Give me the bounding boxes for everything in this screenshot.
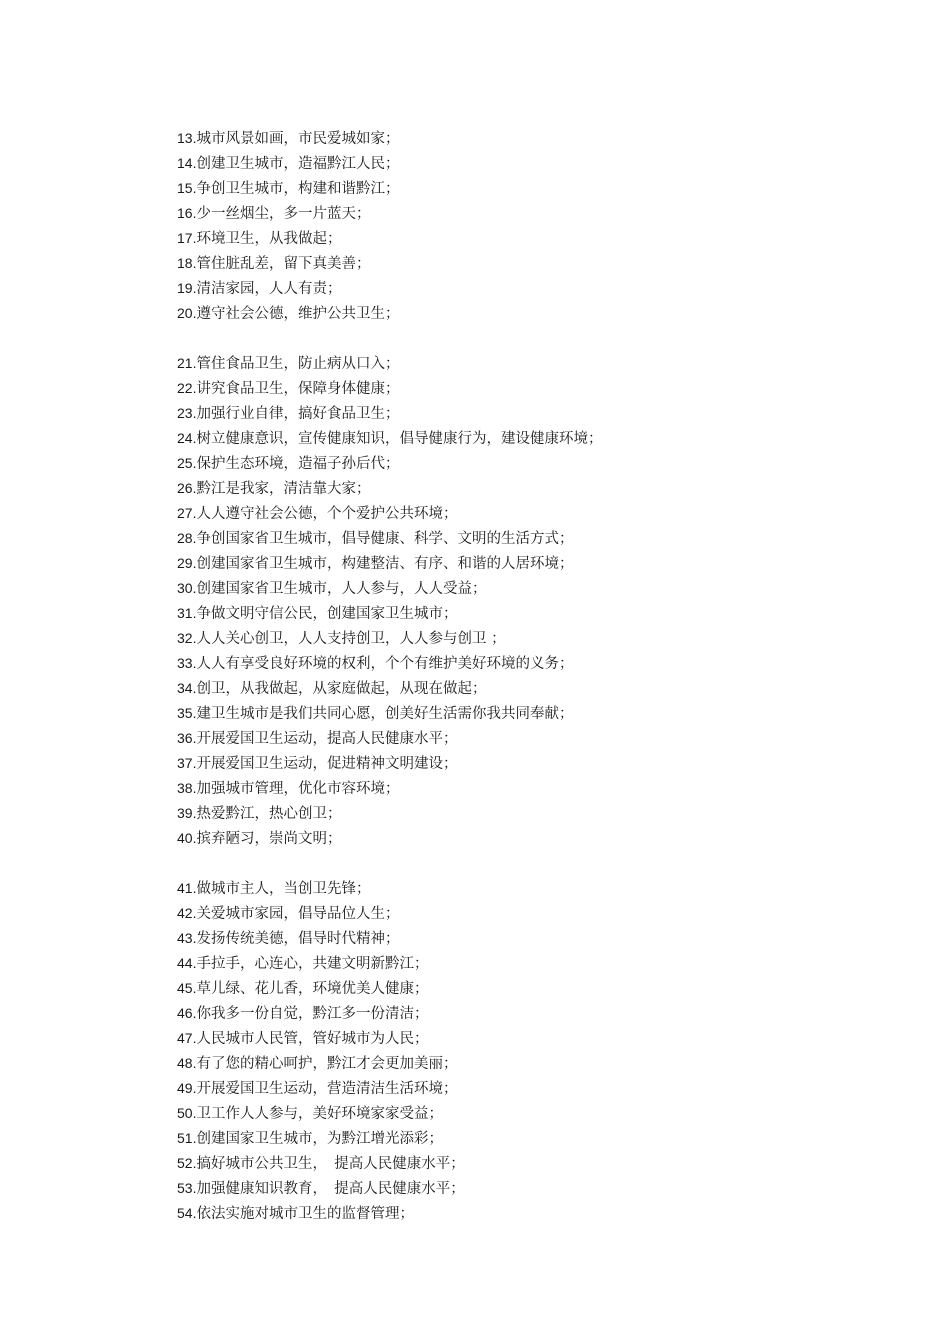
slogan-number: 16. xyxy=(177,205,197,221)
slogan-line xyxy=(177,176,877,201)
slogan-number: 34. xyxy=(177,680,197,696)
slogan-number: 50. xyxy=(177,1105,197,1121)
slogan-number: 39. xyxy=(177,805,197,821)
slogan-text: 加强城市管理，优化市容环境； xyxy=(196,781,400,797)
slogan-text: 热爱黔江，热心创卫； xyxy=(196,806,342,822)
slogan-line xyxy=(177,1176,877,1201)
slogan-number: 44. xyxy=(177,955,197,971)
slogan-line xyxy=(177,226,877,251)
slogan-text: 开展爱国卫生运动，营造清洁生活环境； xyxy=(196,1081,458,1097)
slogan-text: 保护生态环境，造福子孙后代； xyxy=(196,456,400,472)
slogan-text: 建卫生城市是我们共同心愿，创美好生活需你我共同奉献； xyxy=(196,706,574,722)
slogan-line xyxy=(177,276,877,301)
slogan-number: 13. xyxy=(177,130,197,146)
slogan-line xyxy=(177,826,877,851)
slogan-line xyxy=(177,376,877,401)
slogan-line xyxy=(177,776,877,801)
slogan-text: 争做文明守信公民，创建国家卫生城市； xyxy=(196,606,458,622)
slogan-number: 46. xyxy=(177,1005,197,1021)
slogan-text: 环境卫生，从我做起； xyxy=(196,231,342,247)
slogan-line xyxy=(177,1126,877,1151)
slogan-text: 人人遵守社会公德，个个爱护公共环境； xyxy=(196,506,458,522)
slogan-text: 搞好城市公共卫生， 提高人民健康水平； xyxy=(196,1156,465,1172)
slogan-group xyxy=(177,126,877,326)
slogan-text: 有了您的精心呵护，黔江才会更加美丽； xyxy=(196,1056,458,1072)
slogan-number: 26. xyxy=(177,480,197,496)
slogan-line xyxy=(177,901,877,926)
slogan-text: 创建国家省卫生城市，人人参与，人人受益； xyxy=(196,581,487,597)
slogan-line xyxy=(177,951,877,976)
slogan-line xyxy=(177,251,877,276)
slogan-line xyxy=(177,551,877,576)
slogan-number: 40. xyxy=(177,830,197,846)
slogan-line xyxy=(177,1101,877,1126)
slogan-text: 摈弃陋习，崇尚文明； xyxy=(196,831,342,847)
slogan-text: 创建国家卫生城市，为黔江增光添彩； xyxy=(196,1131,443,1147)
slogan-number: 36. xyxy=(177,730,197,746)
slogan-text: 黔江是我家，清洁靠大家； xyxy=(196,481,371,497)
slogan-text: 关爱城市家园，倡导品位人生； xyxy=(196,906,400,922)
slogan-text: 加强行业自律，搞好食品卫生； xyxy=(196,406,400,422)
slogan-line xyxy=(177,701,877,726)
slogan-text: 人人有享受良好环境的权利，个个有维护美好环境的义务； xyxy=(196,656,574,672)
slogan-line xyxy=(177,476,877,501)
slogan-line xyxy=(177,576,877,601)
slogan-line xyxy=(177,201,877,226)
slogan-line xyxy=(177,401,877,426)
slogan-line xyxy=(177,801,877,826)
slogan-text: 树立健康意识，宣传健康知识，倡导健康行为，建设健康环境； xyxy=(196,431,603,447)
slogan-line xyxy=(177,876,877,901)
slogan-line xyxy=(177,601,877,626)
slogan-number: 21. xyxy=(177,355,197,371)
slogan-text: 创建国家省卫生城市，构建整洁、有序、和谐的人居环境； xyxy=(196,556,574,572)
slogan-number: 54. xyxy=(177,1205,197,1221)
slogan-text: 遵守社会公德，维护公共卫生； xyxy=(196,306,400,322)
slogan-text: 人民城市人民管，管好城市为人民； xyxy=(196,1031,429,1047)
slogan-number: 52. xyxy=(177,1155,197,1171)
slogan-line xyxy=(177,151,877,176)
slogan-number: 20. xyxy=(177,305,197,321)
slogan-number: 24. xyxy=(177,430,197,446)
slogan-line xyxy=(177,726,877,751)
slogan-number: 49. xyxy=(177,1080,197,1096)
slogan-line xyxy=(177,1001,877,1026)
slogan-text: 开展爱国卫生运动，提高人民健康水平； xyxy=(196,731,458,747)
slogan-number: 19. xyxy=(177,280,197,296)
slogan-line xyxy=(177,651,877,676)
slogan-text: 清洁家园，人人有责； xyxy=(196,281,342,297)
slogan-text: 草儿绿、花儿香，环境优美人健康； xyxy=(196,981,429,997)
slogan-text: 你我多一份自觉，黔江多一份清洁； xyxy=(196,1006,429,1022)
slogan-text: 发扬传统美德，倡导时代精神； xyxy=(196,931,400,947)
slogan-number: 47. xyxy=(177,1030,197,1046)
slogan-line xyxy=(177,451,877,476)
slogan-number: 35. xyxy=(177,705,197,721)
slogan-text: 管住脏乱差，留下真美善； xyxy=(196,256,371,272)
slogan-line xyxy=(177,301,877,326)
slogan-line xyxy=(177,1076,877,1101)
slogan-group xyxy=(177,351,877,851)
slogan-number: 41. xyxy=(177,880,197,896)
slogan-line xyxy=(177,976,877,1001)
slogan-text: 管住食品卫生，防止病从口入； xyxy=(196,356,400,372)
slogan-text: 创建卫生城市，造福黔江人民； xyxy=(196,156,400,172)
slogan-text: 手拉手，心连心，共建文明新黔江； xyxy=(196,956,429,972)
slogan-line xyxy=(177,1201,877,1226)
slogan-text: 讲究食品卫生，保障身体健康； xyxy=(196,381,400,397)
slogan-text: 开展爱国卫生运动，促进精神文明建设； xyxy=(196,756,458,772)
document-body xyxy=(177,126,877,1226)
slogan-text: 城市风景如画，市民爱城如家； xyxy=(196,131,400,147)
slogan-number: 18. xyxy=(177,255,197,271)
slogan-number: 30. xyxy=(177,580,197,596)
slogan-line xyxy=(177,676,877,701)
slogan-number: 33. xyxy=(177,655,197,671)
slogan-number: 32. xyxy=(177,630,197,646)
slogan-number: 14. xyxy=(177,155,197,171)
slogan-number: 25. xyxy=(177,455,197,471)
slogan-number: 15. xyxy=(177,180,197,196)
slogan-number: 17. xyxy=(177,230,197,246)
slogan-number: 48. xyxy=(177,1055,197,1071)
slogan-number: 51. xyxy=(177,1130,197,1146)
slogan-text: 争创国家省卫生城市，倡导健康、科学、文明的生活方式； xyxy=(196,531,574,547)
slogan-text: 依法实施对城市卫生的监督管理； xyxy=(196,1206,414,1222)
slogan-number: 29. xyxy=(177,555,197,571)
slogan-number: 28. xyxy=(177,530,197,546)
slogan-text: 人人关心创卫，人人支持创卫，人人参与创卫 ； xyxy=(196,631,506,647)
slogan-number: 22. xyxy=(177,380,197,396)
slogan-line xyxy=(177,526,877,551)
slogan-line xyxy=(177,1151,877,1176)
slogan-number: 38. xyxy=(177,780,197,796)
slogan-line xyxy=(177,626,877,651)
slogan-number: 37. xyxy=(177,755,197,771)
slogan-number: 53. xyxy=(177,1180,197,1196)
slogan-group xyxy=(177,876,877,1226)
slogan-line xyxy=(177,426,877,451)
slogan-number: 43. xyxy=(177,930,197,946)
slogan-line xyxy=(177,351,877,376)
slogan-number: 45. xyxy=(177,980,197,996)
slogan-text: 创卫，从我做起，从家庭做起，从现在做起； xyxy=(196,681,487,697)
slogan-line xyxy=(177,751,877,776)
slogan-text: 加强健康知识教育， 提高人民健康水平； xyxy=(196,1181,465,1197)
slogan-text: 卫工作人人参与，美好环境家家受益； xyxy=(196,1106,443,1122)
slogan-number: 42. xyxy=(177,905,197,921)
slogan-line xyxy=(177,926,877,951)
slogan-line xyxy=(177,501,877,526)
slogan-line xyxy=(177,1026,877,1051)
slogan-number: 23. xyxy=(177,405,197,421)
slogan-number: 31. xyxy=(177,605,197,621)
slogan-text: 做城市主人，当创卫先锋； xyxy=(196,881,371,897)
slogan-text: 争创卫生城市，构建和谐黔江； xyxy=(196,181,400,197)
slogan-number: 27. xyxy=(177,505,197,521)
slogan-line xyxy=(177,1051,877,1076)
slogan-text: 少一丝烟尘，多一片蓝天； xyxy=(196,206,371,222)
slogan-line xyxy=(177,126,877,151)
